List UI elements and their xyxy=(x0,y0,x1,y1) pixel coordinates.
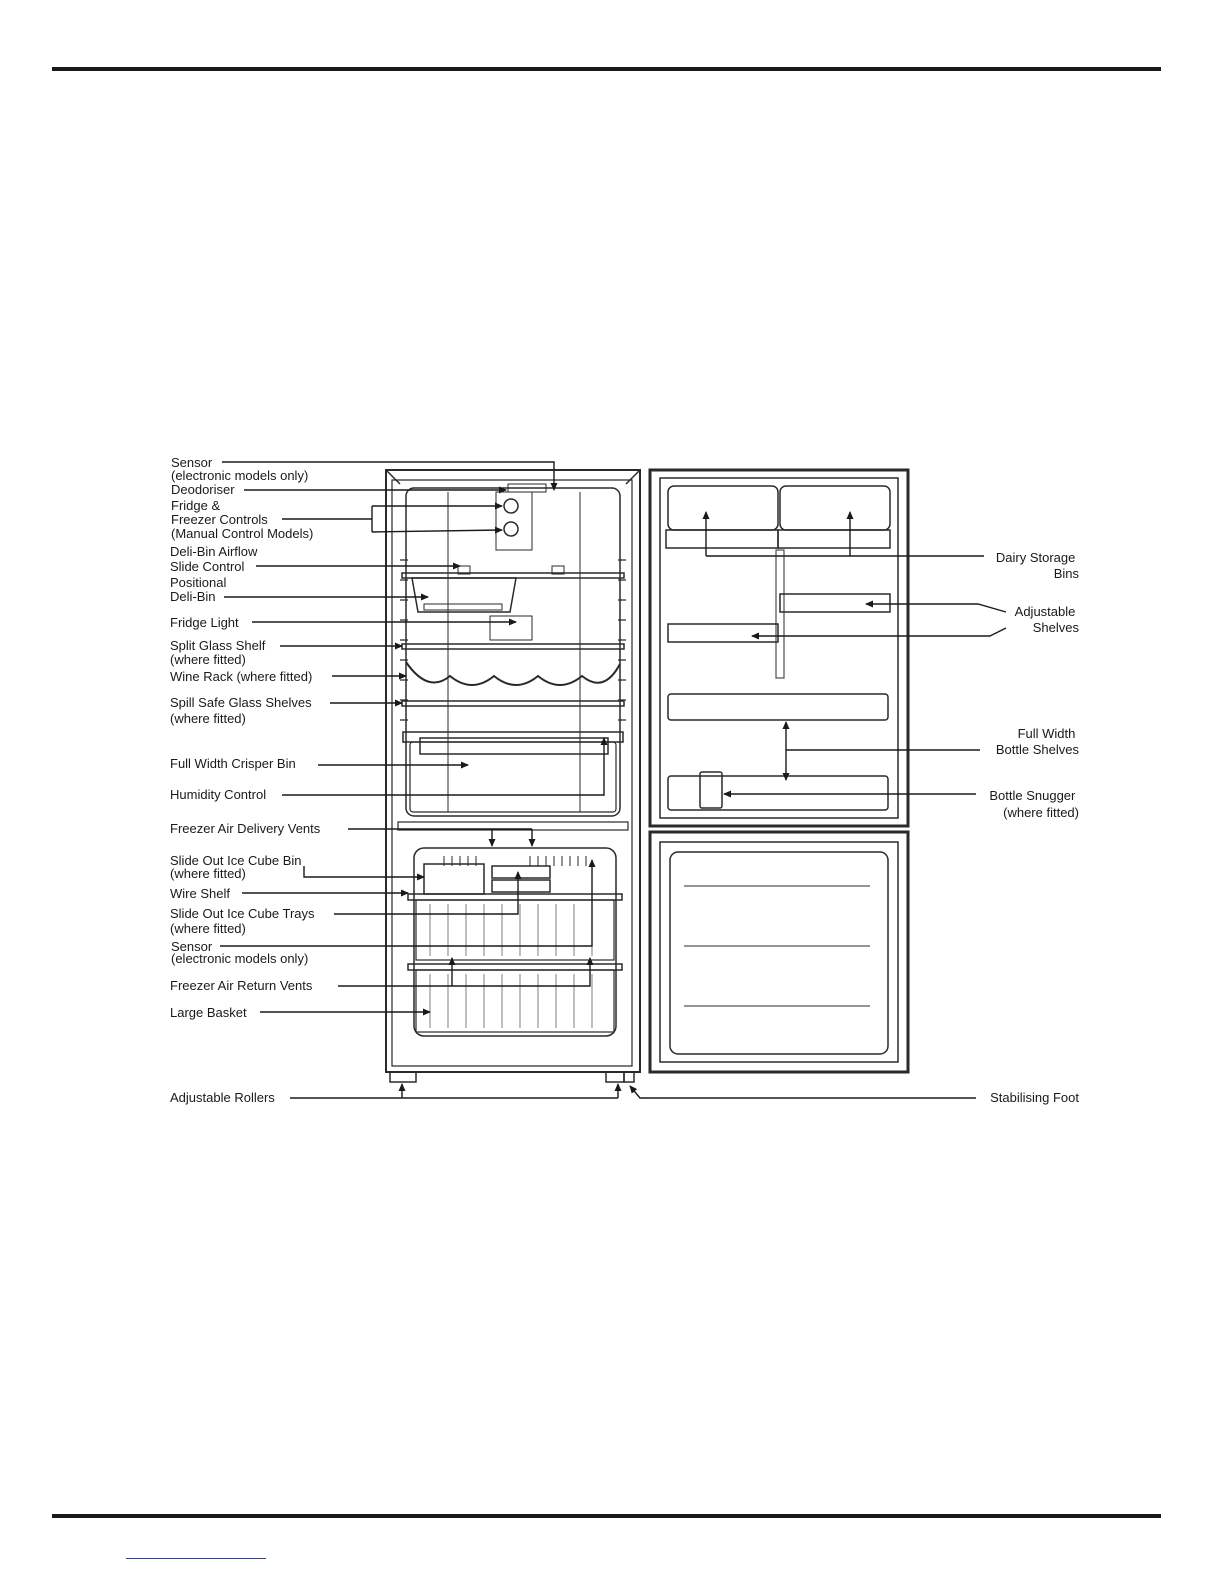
label-large-basket: Large Basket xyxy=(170,1005,247,1020)
label-sensor-top: Sensor (electronic models only) xyxy=(171,455,309,483)
label-fridge-light: Fridge Light xyxy=(170,615,239,630)
label-wire-shelf: Wire Shelf xyxy=(170,886,230,901)
label-adjustable-shelves: Adjustable Shelves xyxy=(1014,604,1079,635)
wire-shelf xyxy=(408,894,622,900)
fridge-liner xyxy=(406,488,620,816)
label-air-return-vents: Freezer Air Return Vents xyxy=(170,978,313,993)
adjustable-door-shelf-2 xyxy=(668,624,778,642)
freezer-door xyxy=(650,832,908,1072)
stabilising-foot xyxy=(624,1072,634,1082)
adjustable-roller-left xyxy=(390,1072,416,1082)
bottle-snugger xyxy=(700,772,722,808)
fridge-door xyxy=(650,470,908,826)
label-spill-safe-shelves: Spill Safe Glass Shelves (where fitted) xyxy=(170,695,312,726)
dairy-bin-left xyxy=(668,486,778,530)
large-basket xyxy=(416,970,614,1032)
label-wine-rack: Wine Rack (where fitted) xyxy=(170,669,313,684)
ice-cube-bin xyxy=(424,864,484,894)
upper-basket xyxy=(416,900,614,960)
full-width-bottle-shelf-1 xyxy=(668,694,888,720)
callout-labels-left xyxy=(170,455,321,1105)
label-bottle-shelves: Full Width Bottle Shelves xyxy=(995,726,1079,757)
label-deli-bin-slide-control: Deli-Bin Airflow Slide Control xyxy=(170,544,258,574)
dairy-bin-right xyxy=(780,486,890,530)
freezer-liner xyxy=(414,848,616,1036)
label-stabilising-foot: Stabilising Foot xyxy=(990,1090,1079,1105)
adjustable-roller-right xyxy=(606,1072,624,1082)
ice-cube-tray-2 xyxy=(492,880,550,892)
label-positional-deli-bin: Positional Deli-Bin xyxy=(170,575,227,604)
label-ice-cube-bin: Slide Out Ice Cube Bin (where fitted) xyxy=(170,853,302,881)
label-ice-cube-trays: Slide Out Ice Cube Trays (where fitted) xyxy=(170,906,315,936)
label-dairy-storage-bins: Dairy Storage Bins xyxy=(995,550,1079,581)
fridge-cabinet xyxy=(386,470,640,1082)
label-adjustable-rollers: Adjustable Rollers xyxy=(170,1090,275,1105)
fridge-control-dial xyxy=(504,499,518,513)
label-crisper-bin: Full Width Crisper Bin xyxy=(170,756,296,771)
crisper-bin xyxy=(403,732,623,812)
freezer-control-dial xyxy=(504,522,518,536)
positional-deli-bin xyxy=(412,578,516,612)
wine-rack xyxy=(406,662,620,685)
callout-labels-right xyxy=(989,550,1079,1105)
label-deodoriser: Deodoriser xyxy=(171,482,235,497)
split-glass-shelf xyxy=(402,644,624,649)
label-split-glass-shelf: Split Glass Shelf (where fitted) xyxy=(170,638,266,667)
top-glass-shelf xyxy=(402,573,624,578)
adjustable-door-shelf-1 xyxy=(780,594,890,612)
label-sensor-bottom: Sensor (electronic models only) xyxy=(171,939,309,966)
fridge-light-housing xyxy=(490,616,532,640)
label-controls: Fridge & Freezer Controls (Manual Control Models) xyxy=(171,498,314,541)
full-width-bottle-shelf-2 xyxy=(668,776,888,810)
ice-cube-tray-1 xyxy=(492,866,550,878)
spill-safe-glass-shelf xyxy=(402,701,624,706)
label-bottle-snugger: Bottle Snugger (where fitted) xyxy=(989,788,1079,820)
label-humidity-control: Humidity Control xyxy=(170,787,267,802)
label-air-delivery-vents: Freezer Air Delivery Vents xyxy=(170,821,321,836)
